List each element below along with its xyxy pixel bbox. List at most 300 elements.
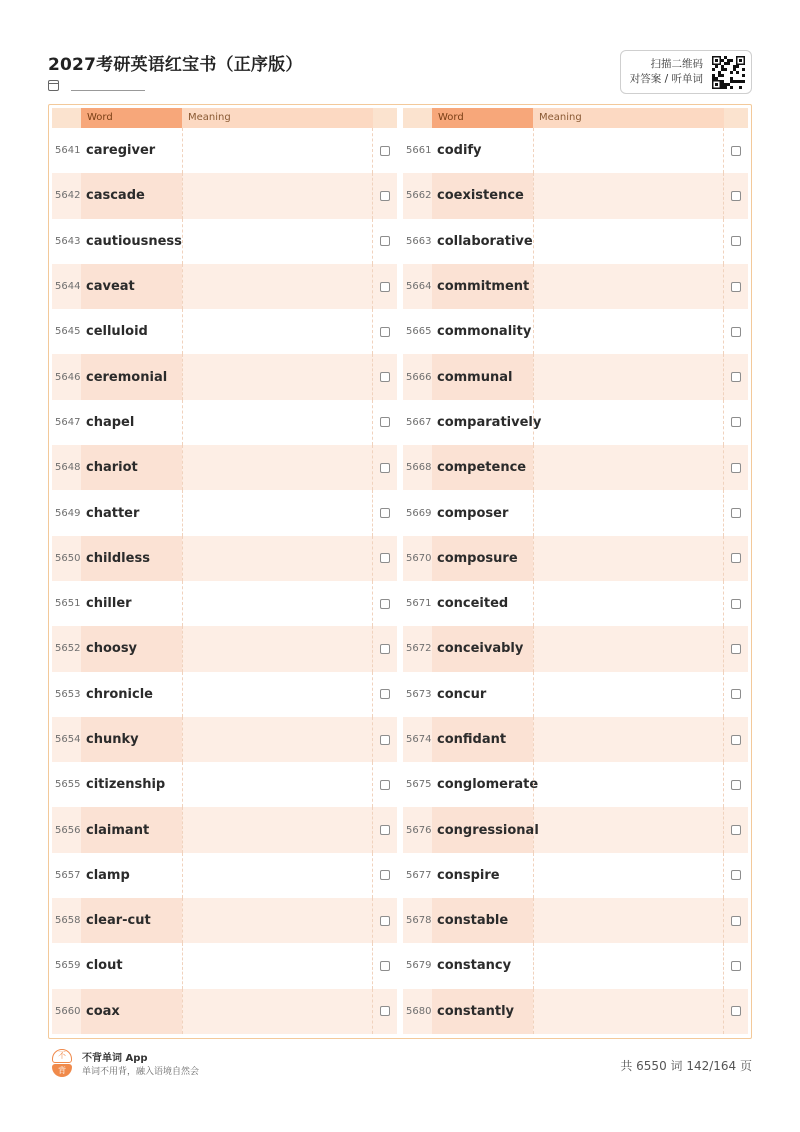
check-cell — [373, 372, 397, 382]
word-number: 5676 — [406, 824, 432, 836]
meaning-field[interactable] — [182, 264, 373, 309]
checkbox[interactable] — [380, 553, 390, 563]
word-text: citizenship — [86, 777, 166, 793]
word-row — [403, 943, 748, 988]
word-text: chatter — [86, 505, 140, 521]
meaning-field[interactable] — [182, 219, 373, 264]
check-cell — [373, 644, 397, 654]
check-cell — [724, 417, 748, 427]
word-text: caveat — [81, 264, 182, 309]
meaning-field[interactable] — [533, 445, 724, 490]
checkbox[interactable] — [380, 372, 390, 382]
word-number: 5641 — [55, 145, 81, 157]
check-cell — [724, 327, 748, 337]
meaning-field[interactable] — [182, 128, 373, 173]
qr-caption — [630, 57, 703, 87]
qr-module — [730, 71, 733, 74]
word-number: 5666 — [406, 371, 432, 383]
checkbox[interactable] — [380, 916, 390, 926]
checkbox[interactable] — [380, 1006, 390, 1016]
checkbox[interactable] — [731, 599, 741, 609]
meaning-field[interactable] — [533, 807, 724, 852]
checkbox[interactable] — [380, 508, 390, 518]
meaning-field[interactable] — [182, 943, 373, 988]
word-text: commonality — [437, 324, 532, 340]
check-cell — [724, 870, 748, 880]
checkbox[interactable] — [380, 689, 390, 699]
word-text: comparatively — [437, 414, 542, 430]
qr-module — [721, 86, 724, 89]
check-cell — [724, 372, 748, 382]
word-text: composer — [437, 505, 509, 521]
qr-module — [742, 74, 745, 77]
word-text: conspire — [437, 867, 500, 883]
checkbox[interactable] — [731, 780, 741, 790]
app-slogan: 单词不用背，融入语境自然会 — [82, 1067, 200, 1077]
meaning-field[interactable] — [533, 626, 724, 671]
checkbox[interactable] — [380, 599, 390, 609]
word-text: constable — [432, 898, 533, 943]
qr-module — [739, 80, 742, 83]
word-row — [52, 762, 397, 807]
word-row — [52, 536, 397, 581]
checkbox[interactable] — [380, 236, 390, 246]
word-row — [403, 536, 748, 581]
page-info: 共 6550 词 142/164 页 — [620, 1059, 752, 1073]
qr-code-icon[interactable] — [712, 56, 745, 89]
qr-module — [724, 86, 727, 89]
page-header — [48, 50, 752, 100]
meaning-field[interactable] — [182, 400, 373, 445]
word-number: 5679 — [406, 960, 432, 972]
qr-module — [715, 59, 718, 62]
check-cell — [724, 644, 748, 654]
checkbox[interactable] — [731, 282, 741, 292]
checkbox[interactable] — [380, 146, 390, 156]
check-cell — [724, 825, 748, 835]
num-header — [403, 108, 432, 128]
qr-module — [739, 86, 742, 89]
meaning-field[interactable] — [533, 490, 724, 535]
check-cell — [724, 735, 748, 745]
word-row — [403, 626, 748, 671]
qr-module — [736, 71, 739, 74]
word-number: 5651 — [55, 598, 81, 610]
checkbox[interactable] — [731, 146, 741, 156]
word-header: Word — [432, 108, 533, 128]
column-header — [403, 108, 748, 128]
checkbox[interactable] — [380, 282, 390, 292]
qr-module — [718, 71, 721, 74]
meaning-field[interactable] — [533, 309, 724, 354]
word-number: 5662 — [406, 190, 432, 202]
meaning-field[interactable] — [533, 264, 724, 309]
word-number: 5667 — [406, 416, 432, 428]
app-logo-icon — [52, 1049, 72, 1077]
meaning-field[interactable] — [533, 989, 724, 1034]
meaning-field[interactable] — [182, 717, 373, 762]
word-number: 5646 — [55, 371, 81, 383]
word-row — [403, 264, 748, 309]
word-number: 5645 — [55, 326, 81, 338]
check-cell — [724, 599, 748, 609]
word-number: 5672 — [406, 643, 432, 655]
check-cell — [724, 553, 748, 563]
word-number: 5643 — [55, 235, 81, 247]
word-number: 5664 — [406, 281, 432, 293]
word-number: 5675 — [406, 779, 432, 791]
qr-module — [730, 59, 733, 62]
word-row — [403, 853, 748, 898]
checkbox[interactable] — [731, 644, 741, 654]
check-cell — [373, 689, 397, 699]
qr-module — [712, 74, 715, 77]
check-cell — [373, 191, 397, 201]
qr-module — [721, 80, 724, 83]
check-cell — [373, 870, 397, 880]
word-number: 5656 — [55, 824, 81, 836]
date-row — [48, 80, 145, 91]
check-cell — [373, 780, 397, 790]
qr-module — [733, 65, 736, 68]
word-row — [52, 309, 397, 354]
check-cell — [724, 961, 748, 971]
word-row — [403, 173, 748, 218]
check-cell — [724, 191, 748, 201]
num-header — [52, 108, 81, 128]
check-cell — [373, 553, 397, 563]
meaning-field[interactable] — [182, 581, 373, 626]
meaning-field[interactable] — [533, 672, 724, 717]
meaning-field[interactable] — [182, 626, 373, 671]
checkbox[interactable] — [380, 825, 390, 835]
check-cell — [373, 735, 397, 745]
word-text: concur — [437, 686, 487, 702]
word-text: confidant — [432, 717, 533, 762]
meaning-field[interactable] — [533, 943, 724, 988]
word-row — [403, 717, 748, 762]
check-cell — [373, 146, 397, 156]
qr-module — [712, 77, 715, 80]
qr-module — [721, 59, 724, 62]
qr-module — [730, 77, 733, 80]
word-row — [52, 173, 397, 218]
qr-module — [721, 74, 724, 77]
word-header: Word — [81, 108, 182, 128]
qr-module — [736, 65, 739, 68]
checkbox[interactable] — [731, 327, 741, 337]
meaning-field[interactable] — [533, 400, 724, 445]
word-text: ceremonial — [81, 354, 182, 399]
check-cell — [724, 282, 748, 292]
word-text: cascade — [81, 173, 182, 218]
word-row — [403, 219, 748, 264]
word-text: chronicle — [86, 686, 153, 702]
word-row — [52, 264, 397, 309]
checkbox[interactable] — [380, 463, 390, 473]
word-text: constancy — [437, 958, 512, 974]
qr-module — [721, 65, 724, 68]
checkbox[interactable] — [380, 191, 390, 201]
check-cell — [373, 282, 397, 292]
word-row — [52, 626, 397, 671]
word-row — [403, 807, 748, 852]
check-cell — [373, 508, 397, 518]
word-text: chapel — [86, 414, 135, 430]
page-title: 2027考研英语红宝书（正序版） — [48, 55, 303, 75]
right-panel — [403, 108, 748, 1034]
meaning-field[interactable] — [182, 672, 373, 717]
logo-top: 不 — [52, 1049, 72, 1063]
checkbox[interactable] — [731, 870, 741, 880]
word-row — [403, 581, 748, 626]
qr-module — [730, 80, 733, 83]
word-number: 5677 — [406, 869, 432, 881]
check-cell — [373, 825, 397, 835]
word-row — [403, 762, 748, 807]
word-text: clout — [86, 958, 123, 974]
check-cell — [373, 417, 397, 427]
checkbox[interactable] — [731, 689, 741, 699]
word-number: 5649 — [55, 507, 81, 519]
word-number: 5648 — [55, 462, 81, 474]
checkbox[interactable] — [731, 417, 741, 427]
word-text: conceivably — [432, 626, 533, 671]
word-row — [403, 672, 748, 717]
word-number: 5661 — [406, 145, 432, 157]
word-row — [52, 717, 397, 762]
qr-module — [715, 65, 718, 68]
meaning-field[interactable] — [182, 762, 373, 807]
qr-module — [727, 83, 730, 86]
word-row — [403, 400, 748, 445]
qr-line-2: 对答案 / 听单词 — [629, 73, 703, 85]
word-text: constantly — [432, 989, 533, 1034]
meaning-field[interactable] — [533, 581, 724, 626]
word-number: 5678 — [406, 915, 432, 927]
qr-module — [733, 80, 736, 83]
checkbox[interactable] — [731, 508, 741, 518]
meaning-header: Meaning — [182, 108, 373, 128]
qr-module — [718, 74, 721, 77]
qr-module — [742, 80, 745, 83]
check-cell — [373, 236, 397, 246]
word-number: 5669 — [406, 507, 432, 519]
meaning-field[interactable] — [182, 354, 373, 399]
word-text: coax — [81, 989, 182, 1034]
qr-module — [721, 83, 724, 86]
checkbox[interactable] — [731, 236, 741, 246]
word-number: 5655 — [55, 779, 81, 791]
qr-panel[interactable] — [620, 50, 752, 94]
word-number: 5668 — [406, 462, 432, 474]
check-header — [724, 108, 748, 128]
qr-module — [730, 86, 733, 89]
check-cell — [373, 916, 397, 926]
checkbox[interactable] — [380, 327, 390, 337]
meaning-field[interactable] — [182, 853, 373, 898]
right-word-list — [403, 128, 748, 1034]
check-cell — [724, 689, 748, 699]
qr-module — [712, 68, 715, 71]
word-text: communal — [432, 354, 533, 399]
word-row — [52, 400, 397, 445]
word-text: codify — [437, 143, 482, 159]
word-number: 5670 — [406, 552, 432, 564]
qr-module — [727, 62, 730, 65]
word-text: clamp — [86, 867, 130, 883]
meaning-field[interactable] — [533, 536, 724, 581]
word-text: collaborative — [437, 233, 533, 249]
qr-module — [727, 59, 730, 62]
word-row — [52, 354, 397, 399]
check-cell — [724, 236, 748, 246]
checkbox[interactable] — [380, 780, 390, 790]
meaning-field[interactable] — [182, 173, 373, 218]
word-text: conceited — [437, 596, 509, 612]
checkbox[interactable] — [380, 735, 390, 745]
word-row — [52, 943, 397, 988]
checkbox[interactable] — [731, 372, 741, 382]
qr-module — [739, 59, 742, 62]
word-row — [52, 128, 397, 173]
word-number: 5642 — [55, 190, 81, 202]
word-row — [403, 128, 748, 173]
word-text: chiller — [86, 596, 132, 612]
word-number: 5644 — [55, 281, 81, 293]
word-text: chunky — [81, 717, 182, 762]
check-header — [373, 108, 397, 128]
word-row — [52, 898, 397, 943]
checkbox[interactable] — [731, 916, 741, 926]
checkbox[interactable] — [380, 961, 390, 971]
date-field[interactable] — [71, 81, 145, 91]
meaning-field[interactable] — [182, 536, 373, 581]
checkbox[interactable] — [731, 553, 741, 563]
word-text: composure — [432, 536, 533, 581]
word-row — [52, 989, 397, 1034]
checkbox[interactable] — [731, 191, 741, 201]
word-text: conglomerate — [437, 777, 539, 793]
word-text: claimant — [81, 807, 182, 852]
qr-line-1: 扫描二维码 — [650, 58, 703, 70]
word-number: 5680 — [406, 1005, 432, 1017]
meaning-field[interactable] — [182, 490, 373, 535]
word-row — [52, 853, 397, 898]
check-cell — [724, 508, 748, 518]
meaning-header: Meaning — [533, 108, 724, 128]
word-number: 5674 — [406, 734, 432, 745]
word-number: 5653 — [55, 688, 81, 700]
word-row — [403, 354, 748, 399]
left-panel — [52, 108, 397, 1034]
word-text: congressional — [432, 807, 533, 852]
word-number: 5654 — [55, 734, 81, 745]
word-number: 5663 — [406, 235, 432, 247]
check-cell — [373, 463, 397, 473]
word-sheet — [48, 104, 752, 1039]
meaning-field[interactable] — [533, 898, 724, 943]
checkbox[interactable] — [380, 644, 390, 654]
qr-module — [724, 83, 727, 86]
word-number: 5658 — [55, 915, 81, 927]
word-row — [403, 309, 748, 354]
checkbox[interactable] — [731, 1006, 741, 1016]
word-number: 5647 — [55, 416, 81, 428]
meaning-field[interactable] — [533, 173, 724, 218]
word-row — [403, 445, 748, 490]
word-number: 5659 — [55, 960, 81, 972]
checkbox[interactable] — [731, 961, 741, 971]
word-number: 5665 — [406, 326, 432, 338]
word-text: choosy — [81, 626, 182, 671]
check-cell — [724, 916, 748, 926]
meaning-field[interactable] — [533, 853, 724, 898]
word-text: chariot — [81, 445, 182, 490]
check-cell — [373, 961, 397, 971]
meaning-field[interactable] — [533, 354, 724, 399]
word-row — [52, 219, 397, 264]
meaning-field[interactable] — [182, 445, 373, 490]
word-row — [403, 989, 748, 1034]
meaning-field[interactable] — [533, 128, 724, 173]
logo-bottom: 背 — [52, 1064, 72, 1077]
word-row — [403, 490, 748, 535]
word-text: childless — [81, 536, 182, 581]
word-row — [403, 898, 748, 943]
qr-module — [715, 83, 718, 86]
qr-module — [724, 62, 727, 65]
word-text: competence — [432, 445, 533, 490]
checkbox[interactable] — [380, 870, 390, 880]
word-row — [52, 807, 397, 852]
meaning-field[interactable] — [533, 717, 724, 762]
qr-module — [721, 68, 724, 71]
qr-module — [736, 80, 739, 83]
meaning-field[interactable] — [182, 807, 373, 852]
left-word-list — [52, 128, 397, 1034]
meaning-field[interactable] — [182, 898, 373, 943]
meaning-field[interactable] — [533, 219, 724, 264]
word-number: 5671 — [406, 598, 432, 610]
qr-module — [724, 56, 727, 59]
meaning-field[interactable] — [182, 989, 373, 1034]
word-text: celluloid — [86, 324, 148, 340]
word-row — [52, 490, 397, 535]
word-text: commitment — [432, 264, 533, 309]
word-number: 5650 — [55, 552, 81, 564]
qr-module — [733, 68, 736, 71]
meaning-field[interactable] — [182, 309, 373, 354]
check-cell — [724, 146, 748, 156]
check-cell — [373, 327, 397, 337]
checkbox[interactable] — [731, 735, 741, 745]
word-text: cautiousness — [86, 233, 182, 249]
meaning-field[interactable] — [533, 762, 724, 807]
check-cell — [724, 463, 748, 473]
calendar-icon — [48, 80, 59, 91]
check-cell — [373, 599, 397, 609]
word-text: clear-cut — [81, 898, 182, 943]
checkbox[interactable] — [380, 417, 390, 427]
word-number: 5660 — [55, 1005, 81, 1017]
checkbox[interactable] — [731, 825, 741, 835]
checkbox[interactable] — [731, 463, 741, 473]
column-header — [52, 108, 397, 128]
word-number: 5652 — [55, 643, 81, 655]
word-text: coexistence — [432, 173, 533, 218]
app-name: 不背单词 App — [82, 1053, 148, 1064]
